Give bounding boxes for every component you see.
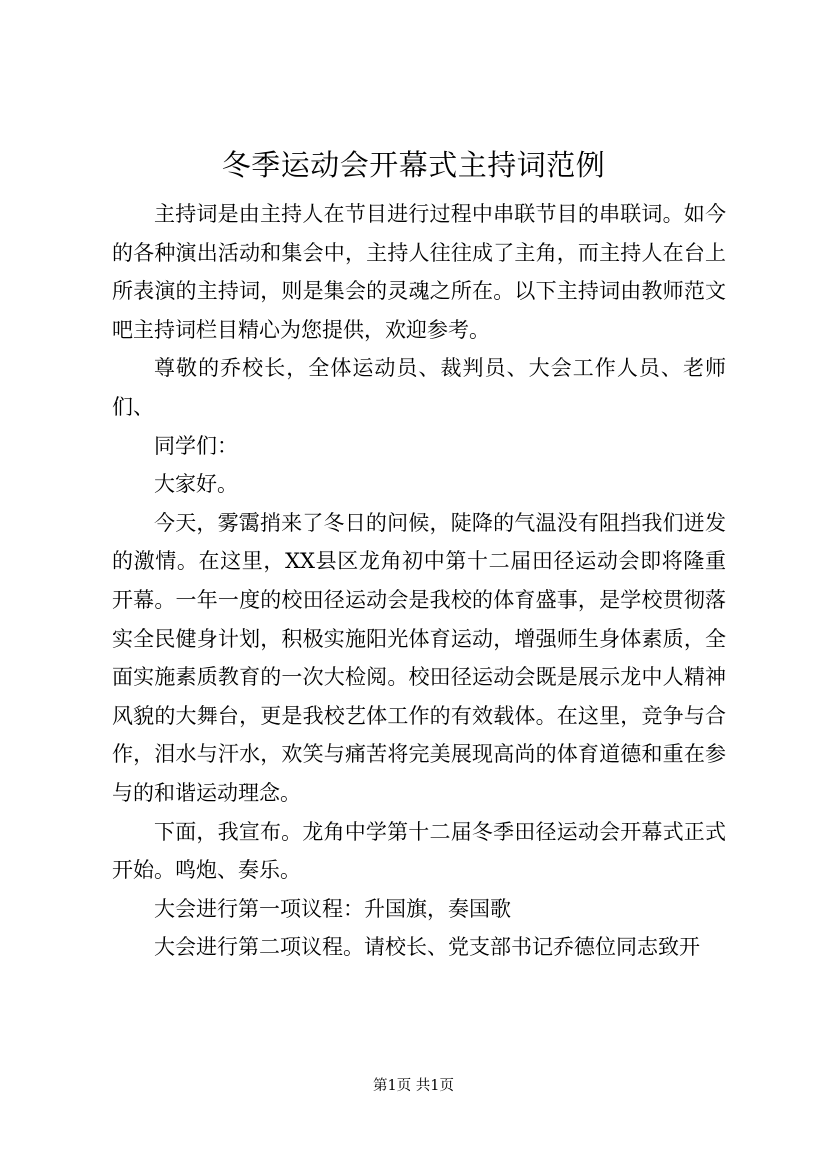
paragraph-opening-speech: 今天，雾霭捎来了冬日的问候，陡降的气温没有阻挡我们迸发的激情。在这里，XX县区龙角初中第十二届田径运动会即将隆重开幕。一年一度的校田径运动会是我校的体育盛事，是学校贯彻落实全民健身计划，积极实施阳光体育运动，增强师生身体素质，全面实施素质教育的一次大检阅。校田径运动会既是展示龙中人精神风貌的大舞台，更是我校艺体工作的有效载体。在这里，竞争与合作，泪水与汗水，欢笑与痛苦将完美展现高尚的体育道德和重在参与的和谐运动理念。 [112,510,726,805]
paragraph-greeting: 大家好。 [154,472,238,497]
paragraph-salutation: 尊敬的乔校长，全体运动员、裁判员、大会工作人员、老师们、 [112,356,726,419]
paragraph-agenda-item-1: 大会进行第一项议程：升国旗，奏国歌 [154,896,511,921]
paragraph-intro: 主持词是由主持人在节目进行过程中串联节目的串联词。如今的各种演出活动和集会中，主持人往往成了主角，而主持人在台上所表演的主持词，则是集会的灵魂之所在。以下主持词由教师范文吧主持词栏目精心为您提供，欢迎参考。 [112,202,726,342]
paragraph-salutation-students: 同学们： [154,433,238,458]
page-footer: 第1页 共1页 [372,1078,455,1094]
document-title: 冬季运动会开幕式主持词范例 [221,148,606,182]
document-body [112,195,726,967]
paragraph-announcement: 下面，我宣布。龙角中学第十二届冬季田径运动会开幕式正式开始。鸣炮、奏乐。 [112,819,726,883]
paragraph-agenda-item-2: 大会进行第二项议程。请校长、党支部书记乔德位同志致开 [154,935,700,960]
